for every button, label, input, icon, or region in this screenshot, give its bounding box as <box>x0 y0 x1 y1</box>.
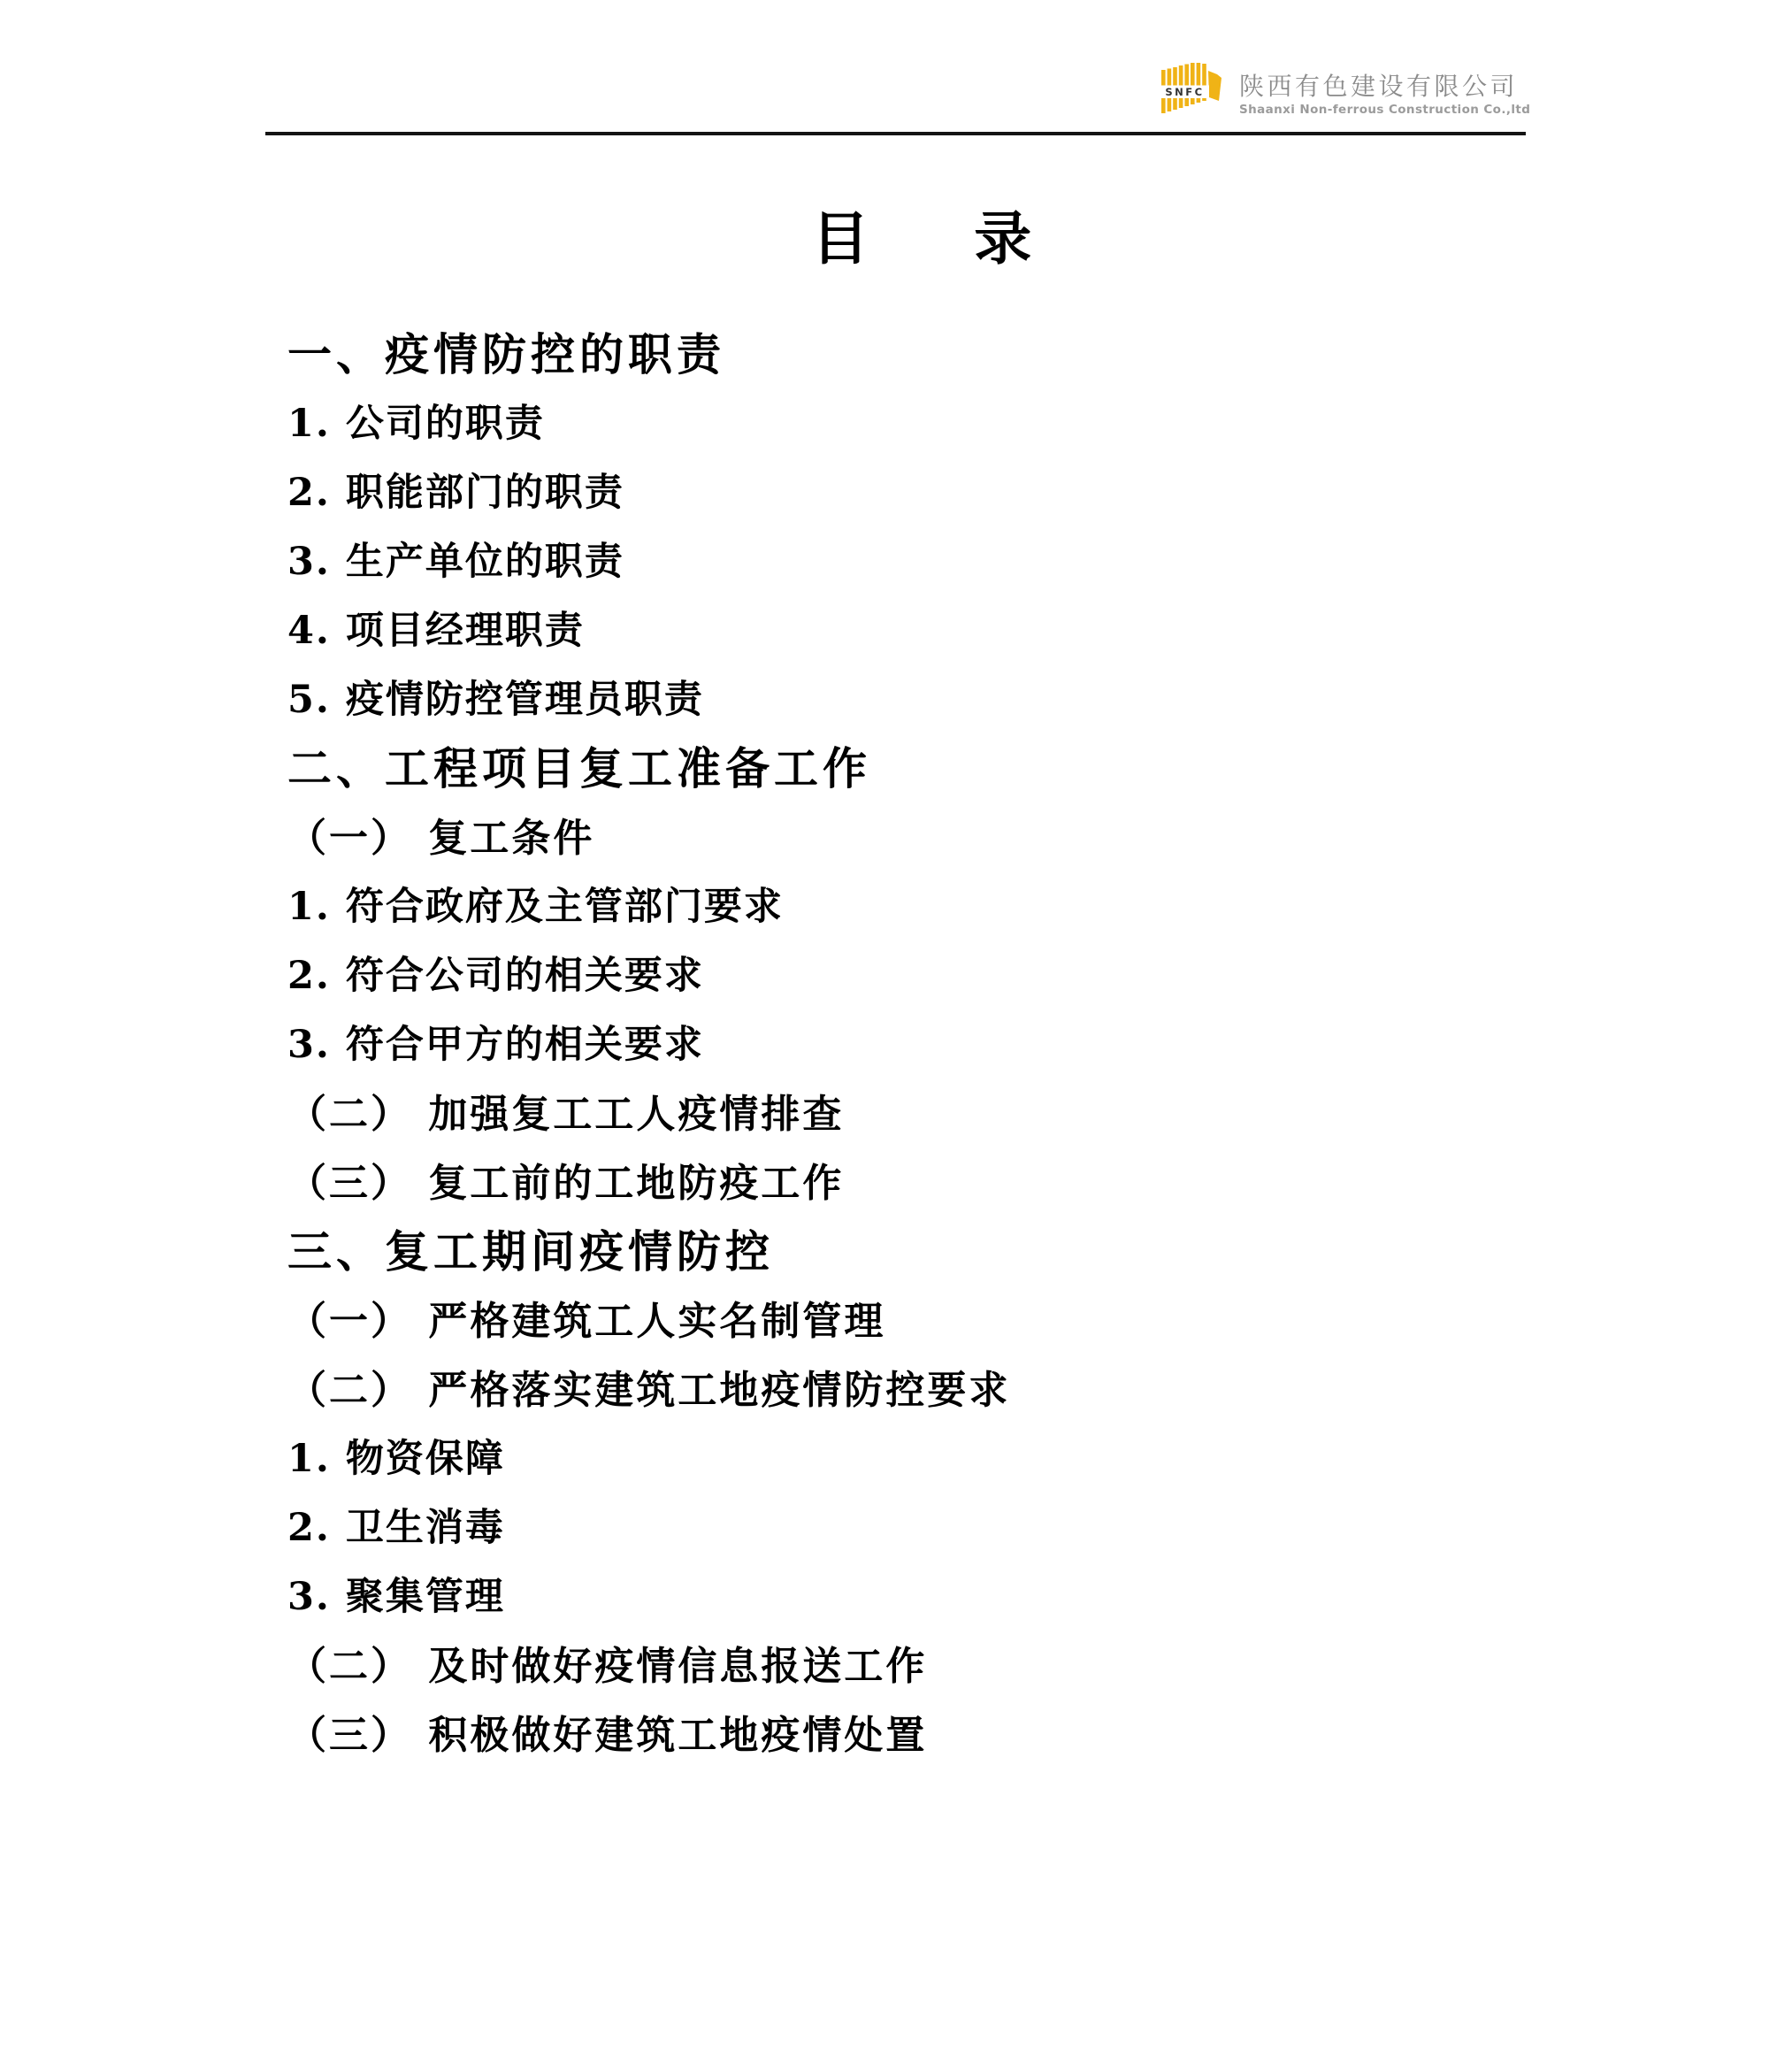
toc-entry-item: 3. 聚集管理 <box>287 1574 505 1619</box>
logo-abbr: SNFC <box>1165 86 1205 98</box>
toc-entry-item: 3. 符合甲方的相关要求 <box>287 1022 704 1067</box>
toc-entry-item: 1. 符合政府及主管部门要求 <box>287 884 784 929</box>
toc-entry-sub: （一） 严格建筑工人实名制管理 <box>287 1299 886 1344</box>
company-name-en: Shaanxi Non-ferrous Construction Co.,ltd <box>1239 103 1531 117</box>
header-divider <box>265 132 1526 135</box>
toc-entry-sub: （一） 复工条件 <box>287 816 595 861</box>
snfc-logo-icon <box>1161 63 1223 116</box>
toc-entry-sub: （二） 及时做好疫情信息报送工作 <box>287 1644 928 1689</box>
toc-entry-sub: （二） 加强复工工人疫情排查 <box>287 1092 845 1137</box>
toc-entry-item: 2. 符合公司的相关要求 <box>287 953 704 998</box>
toc-entry-section: 三、复工期间疫情防控 <box>287 1225 774 1278</box>
toc-entry-item: 2. 职能部门的职责 <box>287 470 624 515</box>
toc-entry-section: 二、工程项目复工准备工作 <box>287 742 871 794</box>
toc-entry-sub: （二） 严格落实建筑工地疫情防控要求 <box>287 1368 1011 1413</box>
toc-entry-item: 2. 卫生消毒 <box>287 1505 505 1550</box>
toc-entry-item: 3. 生产单位的职责 <box>287 539 624 584</box>
company-name-zh: 陕西有色建设有限公司 <box>1239 72 1519 101</box>
toc-entry-sub: （三） 积极做好建筑工地疫情处置 <box>287 1713 928 1758</box>
toc-entry-item: 4. 项目经理职责 <box>287 608 585 653</box>
page-title: 目 录 <box>811 205 1034 272</box>
toc-entry-sub: （三） 复工前的工地防疫工作 <box>287 1161 845 1206</box>
toc-entry-item: 1. 物资保障 <box>287 1436 505 1481</box>
toc-entry-item: 5. 疫情防控管理员职责 <box>287 677 704 722</box>
toc-entry-section: 一、疫情防控的职责 <box>287 328 725 380</box>
table-of-contents <box>287 317 1686 1766</box>
company-logo <box>1161 63 1530 116</box>
company-names <box>1239 74 1530 116</box>
toc-entry-item: 1. 公司的职责 <box>287 401 545 446</box>
